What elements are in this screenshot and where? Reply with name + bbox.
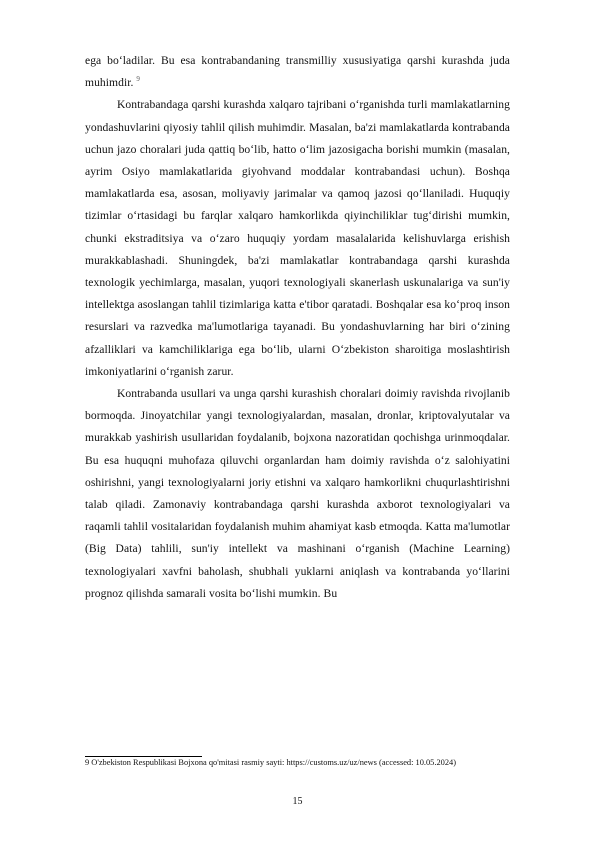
body-text — [85, 50, 510, 605]
paragraph-1-text: ega bo‘ladilar. Bu esa kontrabandaning transmilliy xususiyatiga qarshi kurashda juda muhimdir. — [85, 54, 510, 90]
footnote-reference-mark[interactable]: 9 — [136, 75, 140, 84]
paragraph-2: Kontrabandaga qarshi kurashda xalqaro tajribani o‘rganishda turli mamlakatlarning yondashuvlarini qiyosiy tahlil qilish muhimdir. Masalan, ba'zi mamlakatlarda kontrabanda uchun jazo choralari juda qattiq bo‘lib, hatto o‘lim jazosigacha borishi mumkin (masalan, ayrim Osiyo mamlakatlarida giyohvand moddalar kontrabandasi uchun). Boshqa mamlakatlarda esa, asosan, moliyaviy jarimalar va qamoq jazosi qo‘llaniladi. Huquqiy tizimlar o‘rtasidagi bu farqlar xalqaro hamkorlikda qiyinchiliklar tug‘dirishi mumkin, chunki ekstraditsiya va o‘zaro huquqiy yordam masalalarida kelishuvlarga erishish murakkablashadi. Shuningdek, ba'zi mamlakatlar kontrabandaga qarshi kurashda texnologik yechimlarga, masalan, yuqori texnologiyali skanerlash uskunalariga va sun'iy intellektga asoslangan tahlil tizimlariga katta e'tibor qaratadi. Boshqalar esa ko‘proq inson resurslari va razvedka ma'lumotlariga tayanadi. Bu yondashuvlarning har biri o‘zining afzalliklari va kamchiliklariga ega bo‘lib, ularni O‘zbekiston sharoitiga moslashtirish imkoniyatlarini o‘rganish zarur. — [85, 98, 510, 378]
footnote-text: 9 O'zbekiston Respublikasi Bojxona qo'mitasi rasmiy sayti: https://customs.uz/uz/news (accessed: 10.05.2024) — [85, 758, 457, 767]
paragraph-1 — [85, 50, 510, 94]
page-number: 15 — [292, 796, 303, 807]
paragraph-3: Kontrabanda usullari va unga qarshi kurashish choralari doimiy ravishda rivojlanib bormoqda. Jinoyatchilar yangi texnologiyalardan, masalan, dronlar, kriptovalyutalar va murakkab yashirish usullaridan foydalanib, bojxona nazoratidan qochishga urinmoqdalar. Bu esa huquqni muhofaza qiluvchi organlardan ham doimiy ravishda o‘z salohiyatini oshirishni, yangi texnologiyalarni joriy etishni va xalqaro hamkorlikni chuqurlashtirishni talab qiladi. Zamonaviy kontrabandaga qarshi kurashda axborot texnologiyalari va raqamli tahlil vositalaridan foydalanish muhim ahamiyat kasb etmoqda. Katta ma'lumotlar (Big Data) tahlili, sun'iy intellekt va mashinani o‘rganish (Machine Learning) texnologiyalari xavfni baholash, shubhali yuklarni aniqlash va kontrabanda yo‘llarini prognoz qilishda samarali vosita bo‘lishi mumkin. Bu — [85, 387, 510, 600]
